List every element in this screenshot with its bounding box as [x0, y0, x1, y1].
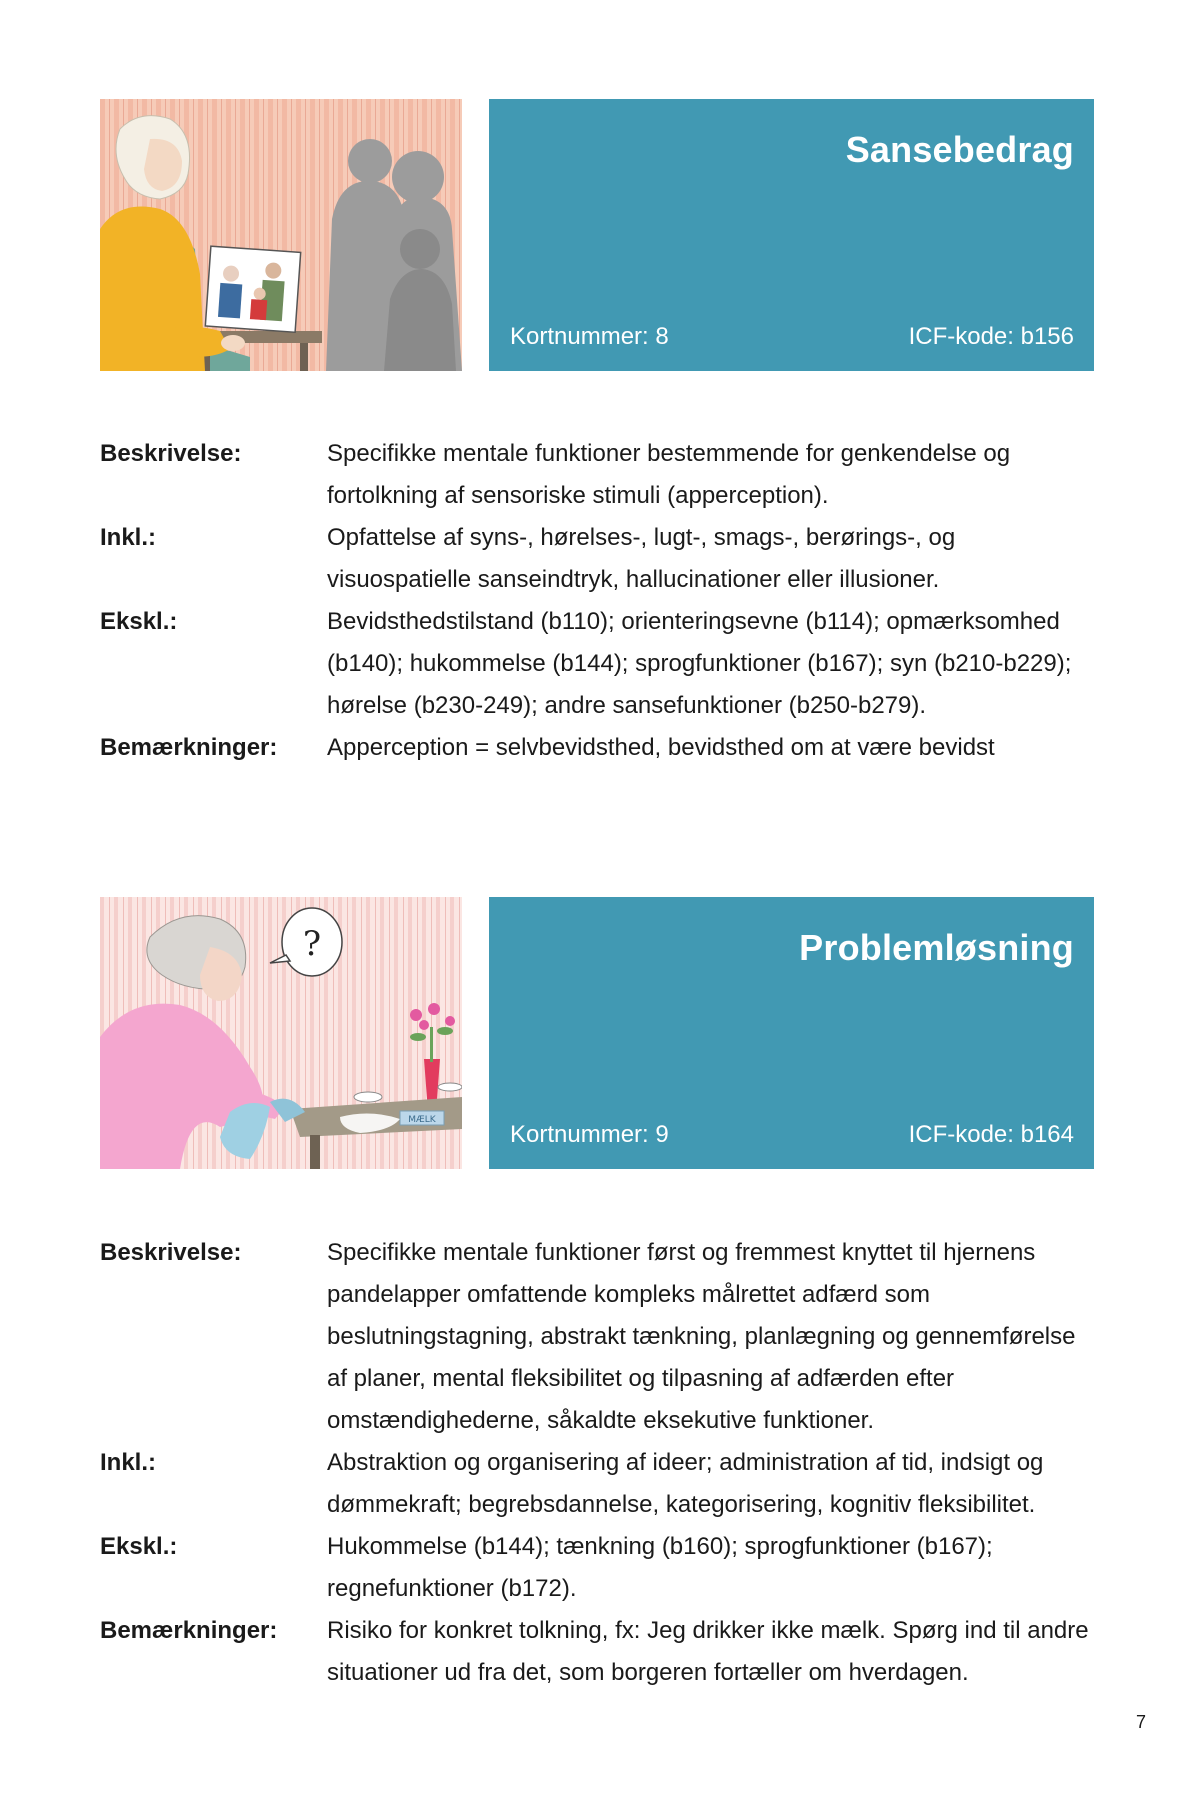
card-number: Kortnummer: 9	[510, 1121, 669, 1148]
title-box	[489, 99, 1094, 371]
row-text: Opfattelse af syns-, hørelses-, lugt-, smags-, berørings-, og visuospatielle sanseindtryk, hallucinationer eller illusioner.	[327, 524, 956, 593]
card-problemloesning	[100, 897, 1094, 1686]
row-text: Bevidsthedstilstand (b110); orienteringsevne (b114); opmærksomhed (b140); hukommelse (b144); sprogfunktioner (b167); syn (b210-b229); hørelse (b230-249); andre sansefunktioner (b250-b279).	[327, 608, 1072, 719]
page-number: 7	[1136, 1712, 1147, 1732]
row-text: Risiko for konkret tolkning, fx: Jeg drikker ikke mælk. Spørg ind til andre situationer ud fra det, som borgeren fortæller om hverdagen.	[327, 1617, 1089, 1686]
card-sansebedrag	[100, 99, 1094, 761]
row-label: Ekskl.:	[100, 1533, 178, 1560]
row-text: Specifikke mentale funktioner bestemmende for genkendelse og fortolkning af sensoriske stimuli (apperception).	[327, 440, 1011, 509]
speech-bubble-mark: ?	[302, 924, 322, 964]
carton-label: MÆLK	[408, 1115, 436, 1125]
row-text: Hukommelse (b144); tænkning (b160); sprogfunktioner (b167); regnefunktioner (b172).	[327, 1533, 993, 1602]
definition-list	[100, 1232, 1094, 1694]
card-title: Problemløsning	[799, 927, 1074, 968]
row-inkl	[100, 1442, 1094, 1526]
row-inkl	[100, 517, 1094, 601]
icf-code: ICF-kode: b164	[908, 1121, 1074, 1148]
row-beskrivelse	[100, 433, 1094, 517]
row-bemaerkninger	[100, 1610, 1094, 1694]
row-bemaerkninger	[100, 727, 1094, 769]
card-number: Kortnummer: 8	[510, 323, 669, 350]
row-ekskl	[100, 1526, 1094, 1610]
row-label: Beskrivelse:	[100, 440, 242, 467]
row-label: Inkl.:	[100, 1449, 157, 1476]
row-ekskl	[100, 601, 1094, 727]
row-text: Apperception = selvbevidsthed, bevidsthed om at være bevidst	[327, 734, 995, 761]
row-label: Bemærkninger:	[100, 1617, 278, 1644]
row-label: Inkl.:	[100, 524, 157, 551]
row-label: Beskrivelse:	[100, 1239, 242, 1266]
icf-code: ICF-kode: b156	[908, 323, 1074, 350]
row-text: Specifikke mentale funktioner først og fremmest knyttet til hjernens pandelapper omfattende kompleks målrettet adfærd som beslutningstagning, abstrakt tænkning, planlægning og gennemførelse af planer, mental fleksibilitet og tilpasning af adfærden efter omstændighederne, såkaldte eksekutive funktioner.	[327, 1239, 1076, 1434]
definition-list	[100, 433, 1094, 769]
card-title: Sansebedrag	[845, 129, 1074, 170]
title-box	[489, 897, 1094, 1169]
card-header	[100, 897, 1094, 1169]
row-text: Abstraktion og organisering af ideer; administration af tid, indsigt og dømmekraft; begrebsdannelse, kategorisering, kognitiv fleksibilitet.	[327, 1449, 1044, 1518]
card-header	[100, 99, 1094, 371]
row-beskrivelse	[100, 1232, 1094, 1442]
row-label: Ekskl.:	[100, 608, 178, 635]
illustration-woman-spilled-milk	[100, 897, 462, 1169]
illustration-woman-with-photo	[100, 99, 462, 371]
row-label: Bemærkninger:	[100, 734, 278, 761]
